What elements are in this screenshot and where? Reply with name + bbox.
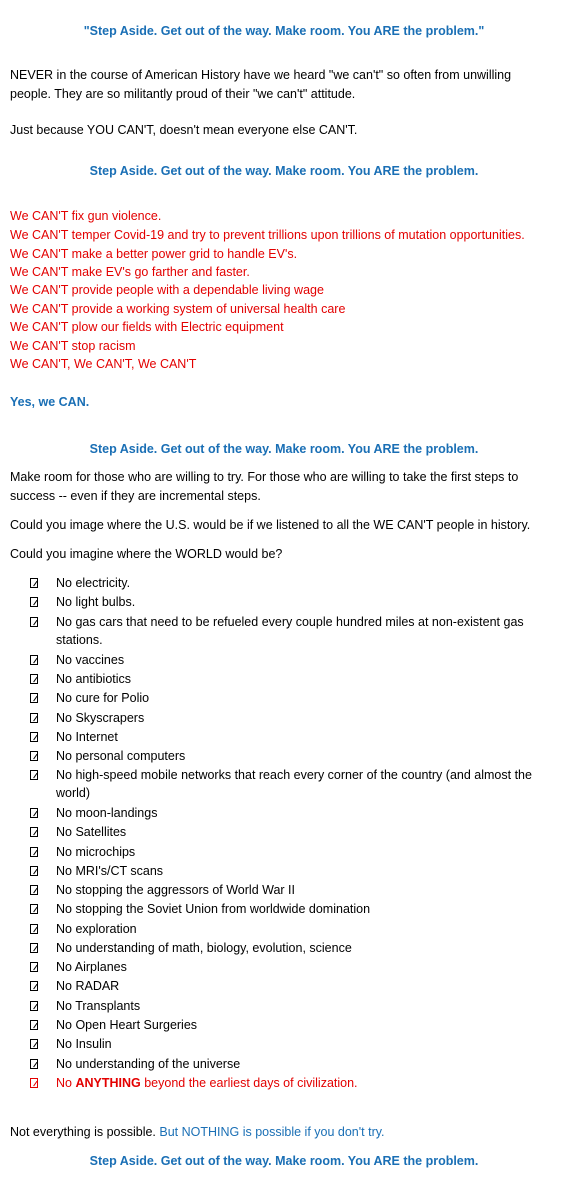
refrain-1: Step Aside. Get out of the way. Make room. You ARE the problem.: [89, 164, 479, 178]
cant-item-1: We CAN'T fix gun violence.: [10, 209, 162, 223]
cant-item-6: We CAN'T provide a working system of universal health care: [10, 302, 346, 316]
just-because-line: Just because YOU CAN'T, doesn't mean everyone else CAN'T.: [10, 123, 358, 137]
checkbox-bullet-icon: [30, 962, 38, 972]
checkbox-bullet-icon: [30, 655, 38, 665]
checkbox-bullet-icon: [30, 578, 38, 588]
make-room-line-2: success -- even if they are incremental steps.: [10, 489, 261, 503]
checkbox-bullet-icon: [30, 943, 38, 953]
checkbox-bullet-icon: [30, 885, 38, 895]
make-room-line-1: Make room for those who are willing to try. For those who are willing to take the first steps to: [10, 470, 519, 484]
cant-item-8: We CAN'T stop racism: [10, 339, 136, 353]
cant-item-3: We CAN'T make a better power grid to handle EV's.: [10, 247, 298, 261]
document-title: "Step Aside. Get out of the way. Make room. You ARE the problem.": [83, 24, 485, 38]
checkbox-bullet-icon: [30, 1078, 38, 1088]
could-image-line: Could you image where the U.S. would be if we listened to all the WE CAN'T people in history.: [10, 518, 531, 532]
checkbox-bullet-icon: [30, 847, 38, 857]
checkbox-bullet-icon: [30, 904, 38, 914]
checkbox-bullet-icon: [30, 1020, 38, 1030]
checkbox-bullet-icon: [30, 751, 38, 761]
checkbox-bullet-icon: [30, 827, 38, 837]
checkbox-bullet-icon: [30, 732, 38, 742]
checkbox-bullet-icon: [30, 924, 38, 934]
cant-item-2: We CAN'T temper Covid-19 and try to prevent trillions upon trillions of mutation opportunities.: [10, 228, 525, 242]
checkbox-bullet-icon: [30, 866, 38, 876]
checkbox-bullet-icon: [30, 770, 38, 780]
cant-item-9: We CAN'T, We CAN'T, We CAN'T: [10, 357, 197, 371]
checkbox-bullet-icon: [30, 693, 38, 703]
refrain-3: Step Aside. Get out of the way. Make room. You ARE the problem.: [89, 1154, 479, 1168]
checkbox-bullet-icon: [30, 597, 38, 607]
checkbox-bullet-icon: [30, 808, 38, 818]
intro-line-2: people. They are so militantly proud of their "we can't" attitude.: [10, 87, 356, 101]
document-page: "Step Aside. Get out of the way. Make room. You ARE the problem." NEVER in the course of American History have we heard "we can't" so often from unwilling people. They are so militantly proud of their "we can't" attitude. Just because YOU CAN'T, doesn't mean everyone else CAN'T. Step Aside. Get out of the way. Make room. You ARE the problem. We CAN'T fix gun violence. We CAN'T temper Covid-19 and try to prevent trillions upon trillions of mutation opportunities. We CAN'T make a better power grid to handle EV's. We CAN'T make EV's go farther and faster. We CAN'T provide people with a dependable living wage We CAN'T provide a working system of universal health care We CAN'T plow our fields with Electric equipment We CAN'T stop racism We CAN'T, We CAN'T, We CAN'T Yes, we CAN. Step Aside. Get out of the way. Make room. You ARE the problem. Make room for those who are willing to try. For those who are willing to take the first steps to success -- even if they are incremental steps. Could you image where the U.S. would be if we listened to all the WE CAN'T people in history. Could you imagine where the WORLD would be? No electricity. No light bulbs. No gas cars that need to be refueled every couple hundred miles at non-existent gas stations. No vaccines No antibiotics No cure for Polio No Skyscrapers No Internet No personal computers No high-speed mobile networks that reach every corner of the country (and almost the world) No moon-landings No Satellites No microchips No MRI's/CT scans No stopping the aggressors of World War II No stopping the Soviet Union from worldwide domination No exploration No understanding of math, biology, evolution, science No Airplanes No RADAR No Transplants No Open Heart Surgeries No Insulin No understanding of the universe No ANYTHING beyond the earliest days of civilization. Not everything is possible. But NOTHING is possible if you don't try. Step Aside. Get out of the way. Make room. You ARE the problem.: [0, 0, 568, 1200]
cant-item-5: We CAN'T provide people with a dependable living wage: [10, 283, 324, 297]
cant-item-7: We CAN'T plow our fields with Electric equipment: [10, 320, 284, 334]
could-imagine-line: Could you imagine where the WORLD would be?: [10, 547, 283, 561]
checkbox-bullet-icon: [30, 713, 38, 723]
checkbox-bullet-icon: [30, 617, 38, 627]
yes-we-can: Yes, we CAN.: [10, 395, 90, 409]
intro-line-1: NEVER in the course of American History have we heard "we can't" so often from unwilling: [10, 68, 512, 82]
checkbox-bullet-icon: [30, 674, 38, 684]
checkbox-bullet-icon: [30, 1039, 38, 1049]
checkbox-bullet-icon: [30, 1001, 38, 1011]
closing-line: Not everything is possible. But NOTHING is possible if you don't try.: [10, 1125, 385, 1139]
cant-item-4: We CAN'T make EV's go farther and faster.: [10, 265, 250, 279]
checkbox-bullet-icon: [30, 1059, 38, 1069]
refrain-2: Step Aside. Get out of the way. Make room. You ARE the problem.: [89, 442, 479, 456]
checkbox-bullet-icon: [30, 981, 38, 991]
